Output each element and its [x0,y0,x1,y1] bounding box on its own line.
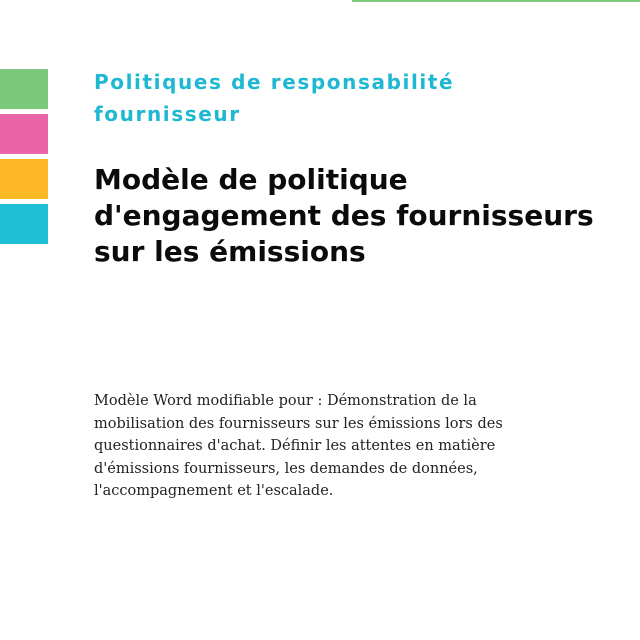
cyan-color-bar [0,204,48,244]
page-title: Modèle de politique d'engagement des fournisseurs sur les émissions [94,163,594,268]
green-color-bar [0,69,48,109]
category-heading: Politiques de responsabilité fournisseur [94,70,455,126]
description-text: Modèle Word modifiable pour : Démonstration de la mobilisation des fournisseurs sur les émissions lors des questionnaires d'achat. Définir les attentes en matière d'émissions fournisseurs, les demandes de données, l'accompagnement et l'escalade. [94,393,503,499]
yellow-color-bar [0,159,48,199]
top-accent-line [352,0,640,2]
pink-color-bar [0,114,48,154]
